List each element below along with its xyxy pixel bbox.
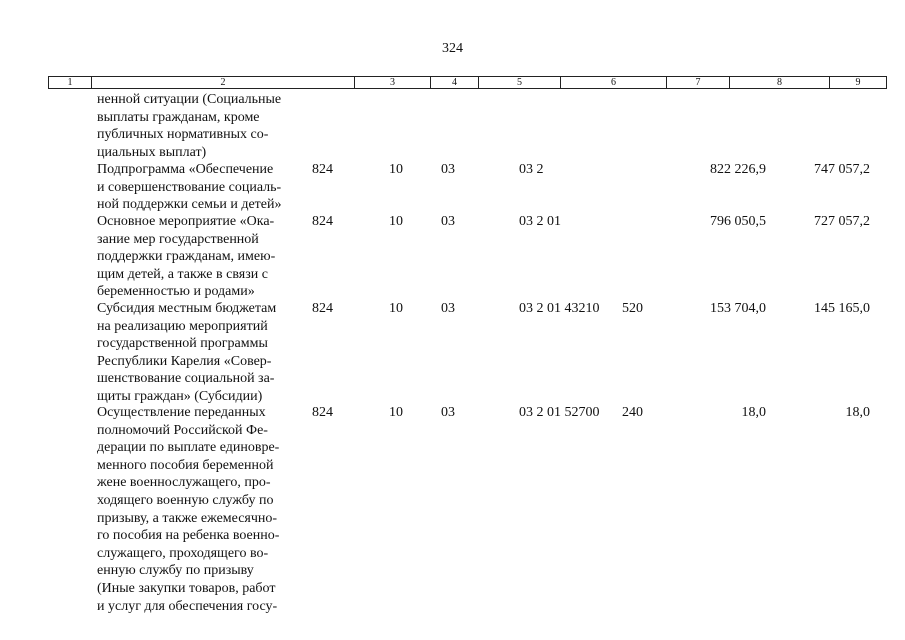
description-line: ходящего военную службу по <box>97 492 274 508</box>
header-col-3: 3 <box>355 77 431 88</box>
header-col-2: 2 <box>92 77 355 88</box>
description-line: циальных выплат) <box>97 144 207 160</box>
description-line: зание мер государственной <box>97 231 259 247</box>
description-line: енную службу по призыву <box>97 563 254 579</box>
header-col-4: 4 <box>431 77 479 88</box>
description-line: на реализацию мероприятий <box>97 318 268 334</box>
description-line: поддержки гражданам, имею- <box>97 249 276 265</box>
amount-col-9: 145 165,0 <box>814 301 870 316</box>
amount-col-9: 747 057,2 <box>814 162 870 177</box>
description-line: Основное мероприятие «Ока- <box>97 214 275 229</box>
description-line: Подпрограмма «Обеспечение <box>97 162 274 177</box>
description-line: служащего, проходящего во- <box>97 545 269 561</box>
description-line: (Иные закупки товаров, работ <box>97 580 276 596</box>
amount-col-8: 822 226,9 <box>710 162 766 177</box>
description-line: щиты граждан» (Субсидии) <box>97 388 263 404</box>
target-article-code: 03 2 01 <box>519 214 561 229</box>
description-line: выплаты гражданам, кроме <box>97 109 260 125</box>
row-description <box>97 213 307 301</box>
subsection-code: 03 <box>441 162 455 177</box>
description-line: жене военнослужащего, про- <box>97 475 271 491</box>
amount-col-8: 18,0 <box>741 405 766 420</box>
header-col-6: 6 <box>561 77 667 88</box>
description-line: шенствование социальной за- <box>97 371 275 387</box>
description-line: Осуществление переданных <box>97 405 266 420</box>
row-description <box>97 300 307 406</box>
description-line: государственной программы <box>97 336 268 352</box>
amount-col-9: 18,0 <box>845 405 870 420</box>
section-code: 10 <box>389 405 403 420</box>
description-line: менного пособия беременной <box>97 457 274 473</box>
description-line: Республики Карелия «Совер- <box>97 353 272 369</box>
header-col-9: 9 <box>855 77 861 88</box>
description-line: дерации по выплате единовре- <box>97 440 280 456</box>
ministry-code: 824 <box>312 405 333 420</box>
ministry-code: 824 <box>312 162 333 177</box>
table-header-row <box>48 76 887 89</box>
ministry-code: 824 <box>312 301 333 316</box>
description-line: и услуг для обеспечения госу- <box>97 598 278 614</box>
description-line: публичных нормативных со- <box>97 127 269 143</box>
target-article-code: 03 2 <box>519 162 544 177</box>
row-description <box>97 91 307 161</box>
description-line: беременностью и родами» <box>97 284 255 300</box>
amount-col-9: 727 057,2 <box>814 214 870 229</box>
subsection-code: 03 <box>441 301 455 316</box>
expense-type-code: 520 <box>622 301 643 316</box>
description-line: и совершенствование социаль- <box>97 179 282 195</box>
section-code: 10 <box>389 214 403 229</box>
section-code: 10 <box>389 301 403 316</box>
header-col-5: 5 <box>479 77 561 88</box>
subsection-code: 03 <box>441 214 455 229</box>
header-col-8: 8 <box>730 77 830 88</box>
target-article-code: 03 2 01 43210 <box>519 301 600 316</box>
section-code: 10 <box>389 162 403 177</box>
target-article-code: 03 2 01 52700 <box>519 405 600 420</box>
expense-type-code: 240 <box>622 405 643 420</box>
description-line: го пособия на ребенка военно- <box>97 528 280 544</box>
description-line: щим детей, а также в связи с <box>97 266 268 282</box>
ministry-code: 824 <box>312 214 333 229</box>
header-col-1: 1 <box>49 77 92 88</box>
amount-col-8: 796 050,5 <box>710 214 766 229</box>
page-number: 324 <box>442 41 463 56</box>
amount-col-8: 153 704,0 <box>710 301 766 316</box>
description-line: ной поддержки семьи и детей» <box>97 197 282 213</box>
description-line: ненной ситуации (Социальные <box>97 92 282 107</box>
subsection-code: 03 <box>441 405 455 420</box>
description-line: призыву, а также ежемесячно- <box>97 510 278 526</box>
description-line: Субсидия местным бюджетам <box>97 301 277 316</box>
row-description <box>97 161 307 214</box>
header-col-7: 7 <box>667 77 730 88</box>
description-line: полномочий Российской Фе- <box>97 422 268 438</box>
row-description <box>97 404 307 615</box>
